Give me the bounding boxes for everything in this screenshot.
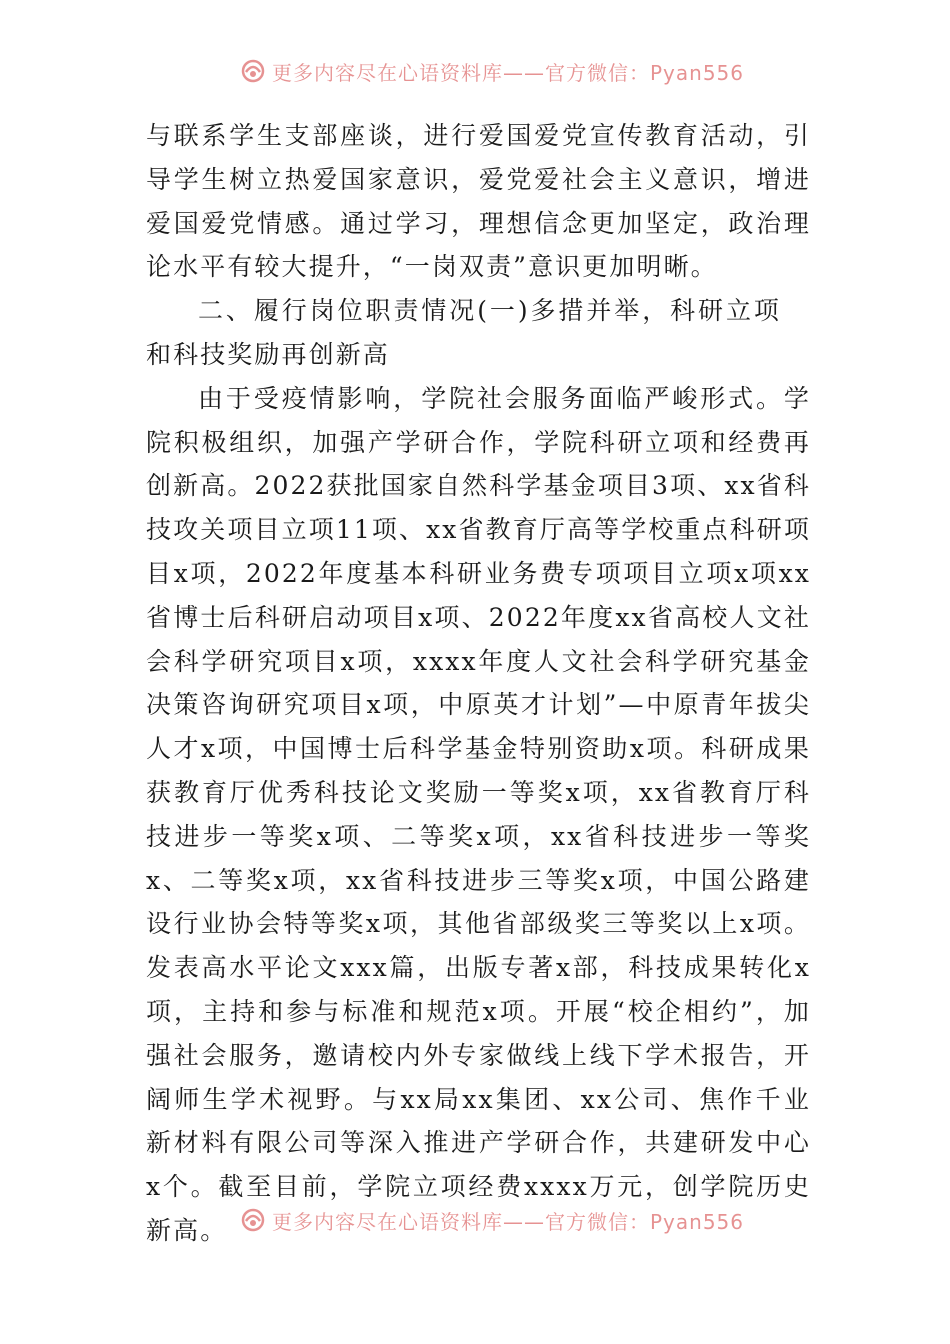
- document-body: [146, 114, 811, 1253]
- paragraph-research-achievements: 由于受疫情影响，学院社会服务面临严峻形式。学院积极组织，加强产学研合作，学院科研立项和经费再创新高。2022获批国家自然科学基金项目3项、xx省科技攻关项目立项11项、xx省教育厅高等学校重点科研项目x项，2022年度基本科研业务费专项项目立项x项xx省博士后科研启动项目x项、2022年度xx省高校人文社会科学研究项目x项，xxxx年度人文社会科学研究基金决策咨询研究项目x项，中原英才计划”—中原青年拔尖人才x项，中国博士后科学基金特别资助x项。科研成果获教育厅优秀科技论文奖励一等奖x项，xx省教育厅科技进步一等奖x项、二等奖x项，xx省科技进步一等奖x、二等奖x项，xx省科技进步三等奖x项，中国公路建设行业协会特等奖x项，其他省部级奖三等奖以上x项。发表高水平论文xxx篇，出版专著x部，科技成果转化x项，主持和参与标准和规范x项。开展“校企相约”，加强社会服务，邀请校内外专家做线上线下学术报告，开阔师生学术视野。与xx局xx集团、xx公司、焦作千业新材料有限公司等深入推进产学研合作，共建研发中心x个。截至目前，学院立项经费xxxx万元，创学院历史新高。: [146, 383, 811, 1245]
- watermark-logo-icon: [240, 1207, 266, 1233]
- watermark-logo-icon: [240, 58, 266, 84]
- watermark-bottom-text: 更多内容尽在心语资料库——官方微信：Pyan556: [272, 1209, 745, 1234]
- watermark-top: [240, 56, 760, 86]
- watermark-bottom: [240, 1205, 760, 1235]
- paragraph-patriotic-education: 与联系学生支部座谈，进行爱国爱党宣传教育活动，引导学生树立热爱国家意识，爱党爱社会主义意识，增进爱国爱党情感。通过学习，理想信念更加坚定，政治理论水平有较大提升，“一岗双责”意识更加明晰。: [146, 121, 811, 282]
- watermark-top-text: 更多内容尽在心语资料库——官方微信：Pyan556: [272, 60, 745, 85]
- section-heading-duties: 二、履行岗位职责情况(一)多措并举，科研立项和科技奖励再创新高: [146, 296, 781, 369]
